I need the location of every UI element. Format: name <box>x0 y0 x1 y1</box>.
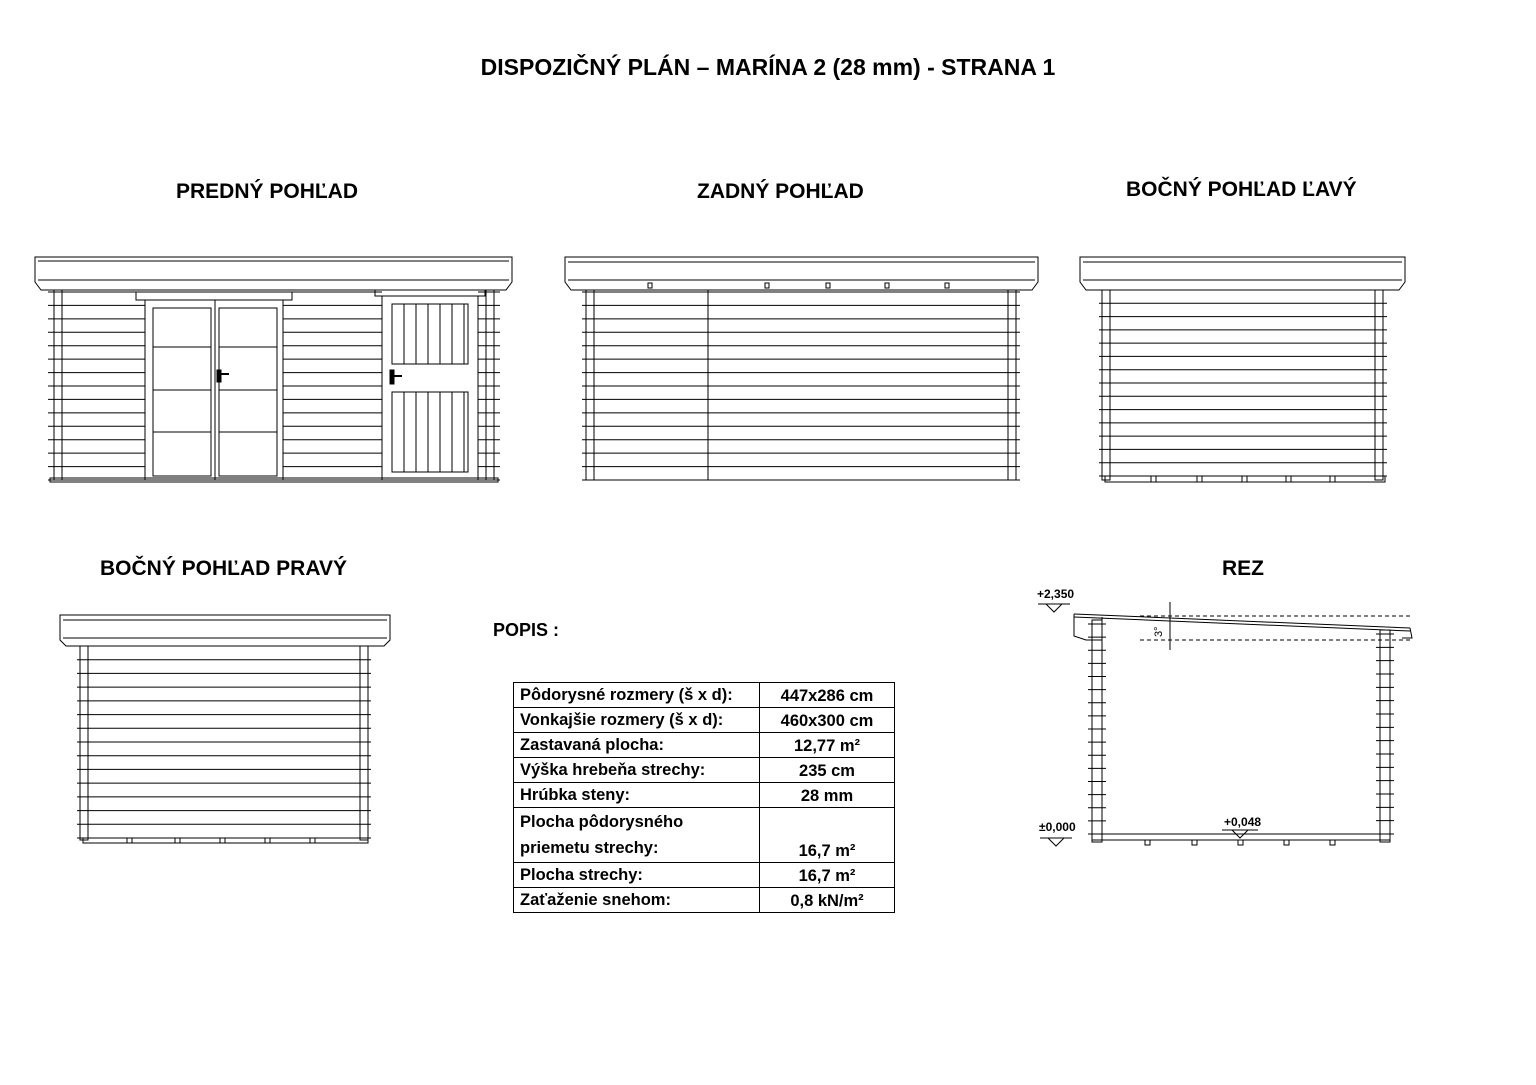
roof-fascia <box>35 257 512 290</box>
wall-logs <box>582 292 1020 480</box>
front-view-label: PREDNÝ POHĽAD <box>176 180 359 203</box>
roof-angle-label: 3° <box>1153 626 1165 637</box>
roof-fascia <box>565 257 1038 290</box>
right-wall-section <box>1376 630 1394 842</box>
double-door <box>136 292 292 480</box>
table-row <box>514 808 895 863</box>
page-title: DISPOZIČNÝ PLÁN – MARÍNA 2 (28 mm) - STRANA 1 <box>480 54 1056 80</box>
table-row <box>514 683 895 708</box>
spec-value: 235 cm <box>760 758 895 783</box>
spec-value: 12,77 m² <box>760 733 895 758</box>
spec-label: Hrúbka steny: <box>514 783 760 808</box>
right-view-label: BOČNÝ POHĽAD PRAVÝ <box>100 557 347 580</box>
front-view-drawing <box>30 252 520 488</box>
single-door <box>375 290 485 480</box>
floor-joists <box>83 838 368 843</box>
spec-table <box>513 682 895 913</box>
back-view-drawing <box>560 252 1045 488</box>
spec-value: 460x300 cm <box>760 708 895 733</box>
table-row <box>514 783 895 808</box>
level-ground: ±0,000 <box>1039 820 1076 834</box>
roof-fascia <box>60 615 390 646</box>
spec-value: 16,7 m² <box>760 863 895 888</box>
spec-value: 447x286 cm <box>760 683 895 708</box>
popis-label: POPIS : <box>493 620 560 640</box>
floor-joists <box>1105 476 1385 482</box>
level-top: +2,350 <box>1037 587 1075 601</box>
spec-value: 28 mm <box>760 783 895 808</box>
floor-section <box>1092 834 1390 845</box>
table-row <box>514 758 895 783</box>
left-side-view-drawing <box>1075 252 1415 488</box>
spec-label: Vonkajšie rozmery (š x d): <box>514 708 760 733</box>
spec-label: Plocha pôdorysného priemetu strechy: <box>514 808 760 863</box>
left-view-label: BOČNÝ POHĽAD ĽAVÝ <box>1126 178 1357 201</box>
spec-label: Plocha strechy: <box>514 863 760 888</box>
wall-logs <box>77 646 371 838</box>
table-row <box>514 733 895 758</box>
table-row <box>514 888 895 913</box>
left-wall-section <box>1088 620 1106 842</box>
spec-value: 16,7 m² <box>760 808 895 863</box>
roof-slope <box>1074 614 1412 640</box>
table-row <box>514 863 895 888</box>
wall-logs <box>48 292 500 480</box>
spec-label: Výška hrebeňa strechy: <box>514 758 760 783</box>
level-floor: +0,048 <box>1224 815 1262 829</box>
spec-label: Zaťaženie snehom: <box>514 888 760 913</box>
section-view-label: REZ <box>1222 557 1264 580</box>
table-row <box>514 708 895 733</box>
right-side-view-drawing <box>55 610 395 846</box>
spec-value: 0,8 kN/m² <box>760 888 895 913</box>
spec-label: Zastavaná plocha: <box>514 733 760 758</box>
back-view-label: ZADNÝ POHĽAD <box>697 180 864 203</box>
spec-label: Pôdorysné rozmery (š x d): <box>514 683 760 708</box>
corner-posts <box>1102 290 1383 480</box>
wall-logs <box>1099 290 1387 476</box>
roof-fascia <box>1080 257 1405 290</box>
